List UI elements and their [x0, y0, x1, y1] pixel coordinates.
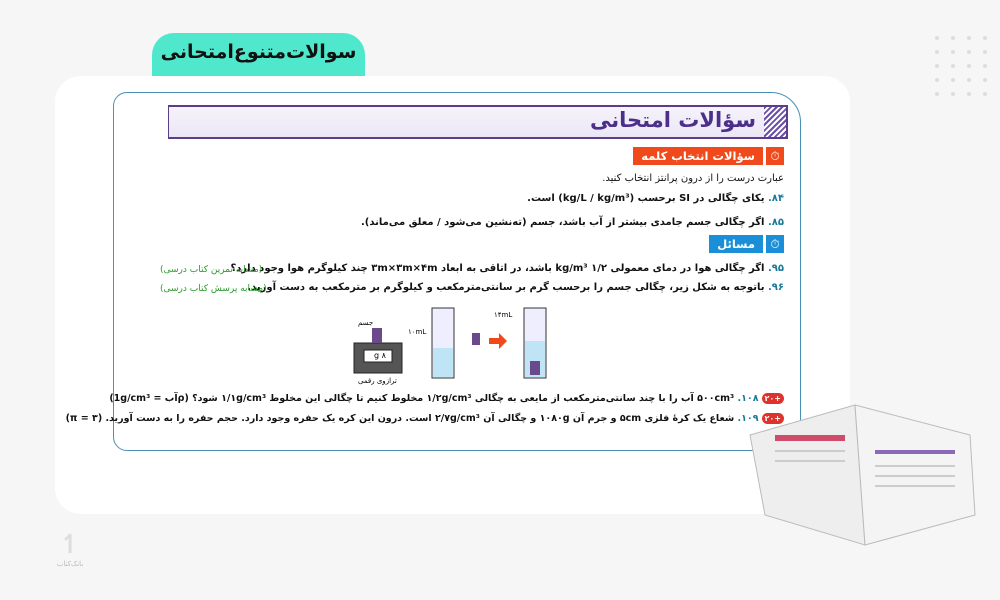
- question-96: ۹۶. باتوجه به شکل زیر، چگالی جسم را برحسب گرم بر سانتی‌مترمکعب و کیلوگرم بر مترمکعب به دست آورید.: [247, 282, 784, 293]
- question-95: ۹۵. اگر چگالی هوا در دمای معمولی ۱/۲ kg/m³ باشد، در اتاقی به ابعاد ۳m×۳m×۴m چند کیلوگرم هوا وجود دارد؟: [230, 263, 784, 274]
- problems-label: مسائل: [709, 235, 763, 253]
- mass-readout: ۸ g: [374, 351, 386, 360]
- question-85: ۸۵. اگر چگالی جسم جامدی بیشتر از آب باشد، جسم (ته‌نشین می‌شود / معلق می‌ماند).: [360, 217, 784, 228]
- section-header: [168, 105, 788, 139]
- object-label: جسم: [358, 319, 374, 327]
- question-96-note: (مشابه پرسش کتاب درسی): [160, 284, 267, 294]
- density-figure: [344, 303, 554, 393]
- brand-name: بانک‌کتاب: [56, 560, 84, 568]
- word-choice-label: سؤالات انتخاب کلمه: [633, 147, 763, 165]
- word-choice-section: [633, 147, 784, 165]
- instruction: عبارت درست را از درون پرانتز انتخاب کنید.: [602, 173, 784, 184]
- volume-1-label: ۱۰mL: [408, 328, 427, 336]
- decorative-dots: [935, 36, 989, 96]
- open-book-image: [745, 395, 980, 555]
- question-108: +۲۰۱۰۸. ۵۰۰cm³ آب را با چند سانتی‌مترمکعب از مایعی به چگالی ۱/۲g/cm³ مخلوط کنیم تا چگالی این مخلوط ۱/۱g/cm³ شود؟ (ρآب = 1g/cm³): [109, 393, 784, 404]
- book-page-sample: [65, 92, 801, 451]
- stopwatch-icon: ⏱: [766, 235, 784, 253]
- stopwatch-icon: ⏱: [766, 147, 784, 165]
- scale-label: ترازوی رقمی: [358, 377, 397, 385]
- volume-2-label: ۱۴mL: [494, 311, 513, 319]
- page-title: سوالات‌متنوع‌امتحانی: [160, 41, 357, 63]
- question-109: +۲۰۱۰۹. شعاع یک کرهٔ فلزی ۵cm و جرم آن ۱۰۸۰g و چگالی آن ۲/۷g/cm³ است. درون این کره یک حفره وجود دارد. حجم حفره را به دست آورید. (π = ۳): [66, 413, 784, 424]
- problems-section: [709, 235, 784, 253]
- question-95-note: (مشابه تمرین کتاب درسی): [160, 265, 263, 275]
- question-84: ۸۴. یکای چگالی در SI برحسب (kg/L / kg/m³) است.: [527, 193, 784, 204]
- section-header-title: سؤالات امتحانی: [590, 108, 756, 132]
- brand-logo: ↿ بانک‌کتاب: [56, 530, 84, 568]
